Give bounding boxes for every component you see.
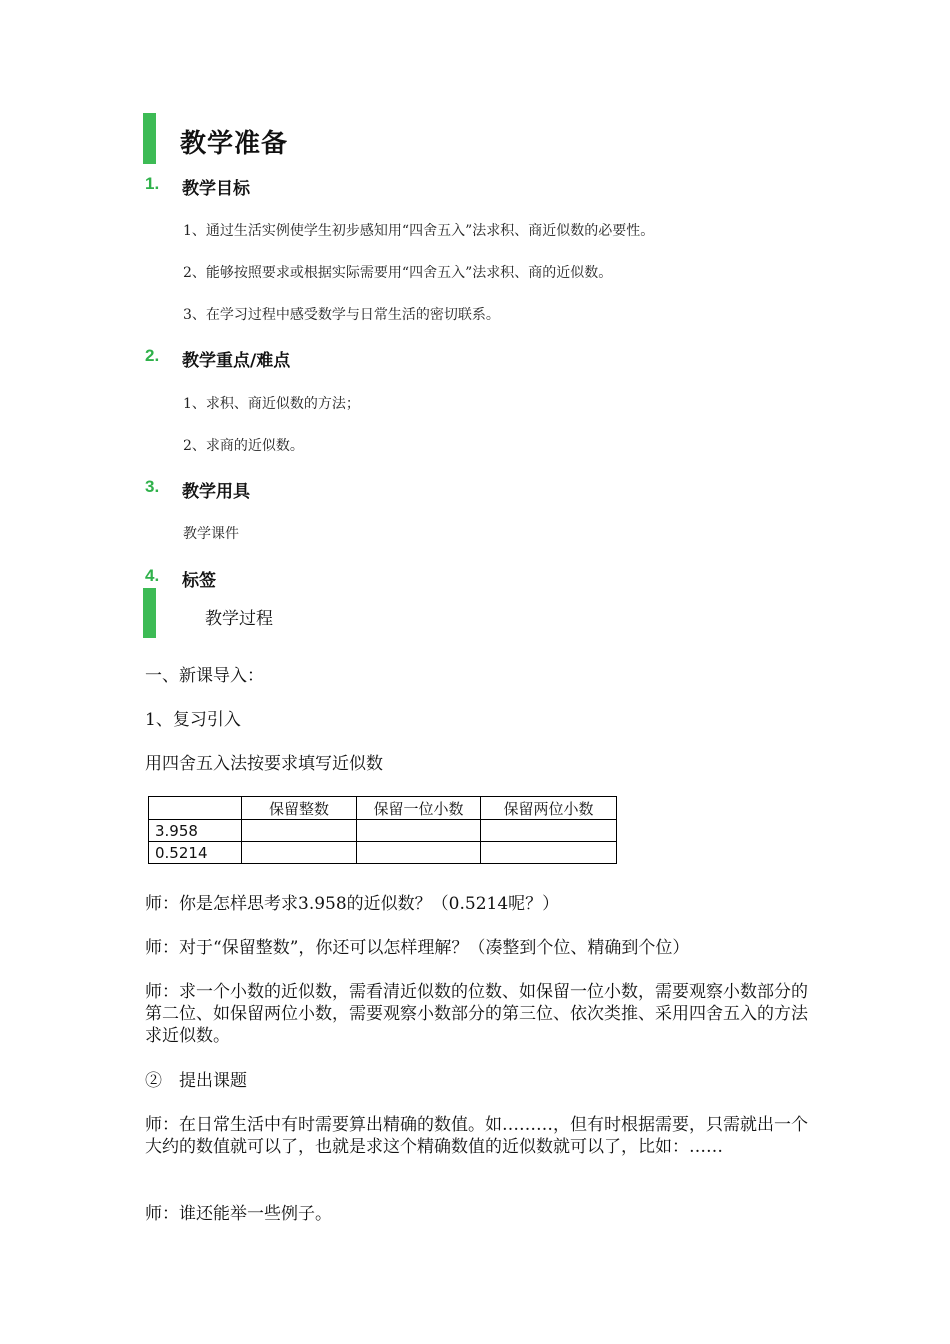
review-heading: 1、复习引入 (145, 710, 241, 730)
table-header-cell (149, 797, 242, 820)
section-title: 教学目标 (182, 179, 250, 199)
process-accent-bar (143, 588, 156, 638)
section-number: 3. (145, 477, 160, 496)
objective-item: 2、能够按照要求或根据实际需要用“四舍五入”法求积、商的近似数。 (183, 265, 613, 281)
intro-heading: 一、新课导入： (145, 666, 264, 686)
step-heading: ② 提出课题 (145, 1071, 247, 1091)
header-accent-bar (143, 113, 156, 164)
page-title: 教学准备 (180, 129, 289, 159)
teacher-question: 师：对于“保留整数”，你还可以怎样理解？（凑整到个位、精确到个位） (145, 938, 690, 958)
task-text: 用四舍五入法按要求填写近似数 (145, 754, 383, 774)
table-cell: 0.5214 (149, 842, 242, 864)
keypoint-item: 2、求商的近似数。 (183, 438, 304, 454)
teacher-prompt: 师：谁还能举一些例子。 (145, 1204, 332, 1224)
section-title: 教学用具 (182, 482, 250, 502)
teacher-question: 师：你是怎样思考求3.958的近似数？（0.5214呢？） (145, 894, 560, 914)
teacher-explanation: 师：求一个小数的近似数，需看清近似数的位数、如保留一位小数，需要观察小数部分的第二位、如保留两位小数，需要观察小数部分的第三位、依次类推、采用四舍五入的方法求近似数。 (145, 982, 808, 1046)
objective-item: 1、通过生活实例使学生初步感知用“四舍五入”法求积、商近似数的必要性。 (183, 223, 655, 239)
table-row (149, 842, 617, 864)
table-header-cell: 保留两位小数 (481, 797, 617, 820)
section-title: 教学重点/难点 (182, 351, 291, 371)
table-cell (481, 842, 617, 864)
table-header-cell: 保留整数 (242, 797, 357, 820)
table-cell (242, 820, 357, 842)
section-title: 标签 (182, 571, 216, 591)
section-number: 1. (145, 174, 160, 193)
table-cell (357, 820, 481, 842)
objective-item: 3、在学习过程中感受数学与日常生活的密切联系。 (183, 307, 500, 323)
tools-item: 教学课件 (183, 526, 239, 542)
process-title: 教学过程 (205, 609, 273, 629)
table-cell (357, 842, 481, 864)
section-number: 2. (145, 346, 160, 365)
table-cell: 3.958 (149, 820, 242, 842)
table-cell (242, 842, 357, 864)
table-header-cell: 保留一位小数 (357, 797, 481, 820)
approximation-table (148, 796, 617, 864)
teacher-explanation: 师：在日常生活中有时需要算出精确的数值。如………，但有时根据需要，只需就出一个大约的数值就可以了，也就是求这个精确数值的近似数就可以了，比如：…… (145, 1115, 808, 1157)
table-row (149, 820, 617, 842)
table-header-row (149, 797, 617, 820)
section-number: 4. (145, 566, 160, 585)
keypoint-item: 1、求积、商近似数的方法； (183, 396, 360, 412)
table-cell (481, 820, 617, 842)
